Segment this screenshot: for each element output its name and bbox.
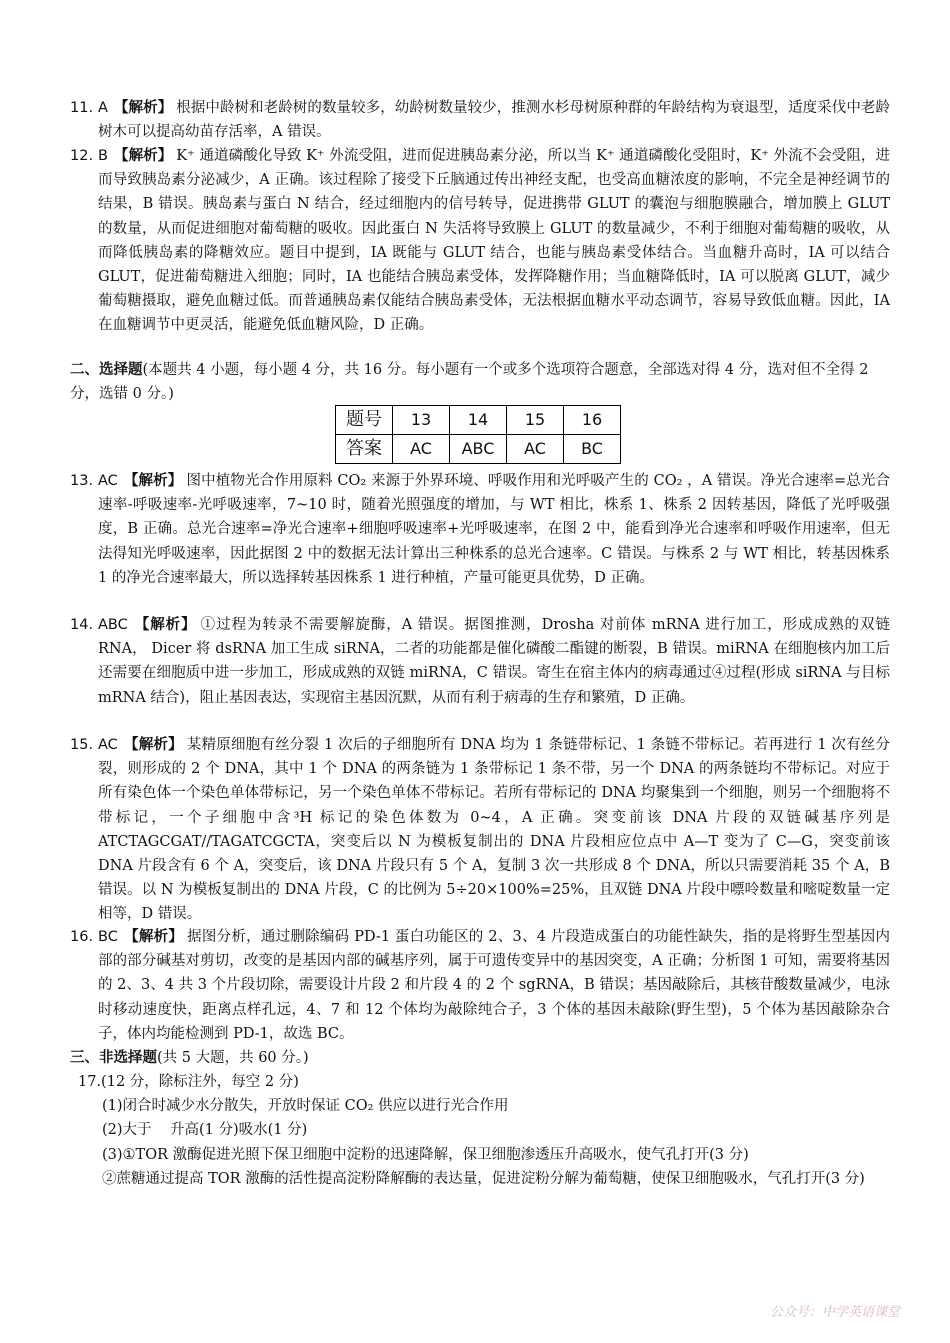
analysis-tag: 【解析】 [123, 736, 183, 753]
analysis-text: 根据中龄树和老龄树的数量较多，幼龄树数量较少，推测水杉母树原种群的年龄结构为衰退型，适度采伐中老龄树木可以提高幼苗存活率，A 错误。 [98, 100, 891, 141]
answer-table-row-numbers [336, 406, 621, 435]
analysis-text: K⁺ 通道磷酸化导致 K⁺ 外流受阻，进而促进胰岛素分泌，所以当 K⁺ 通道磷酸化受阻时，K⁺ 外流不会受阻，进而导致胰岛素分泌减少，A 正确。该过程除了接受下丘脑通过传出神经支配，也受高血糖浓度的影响，不完全是神经调节的结果，B 错误。胰岛素与蛋白 N 结合，经过细胞内的信号转导，促进携带 GLUT 的囊泡与细胞膜融合，增加膜上 GLUT 的数量，从而促进细胞对葡萄糖的吸收。因此蛋白 N 失活将导致膜上 GLUT 的数量减少，不利于细胞对葡萄糖的吸收，从而降低胰岛素的降糖效应。题目中提到，IA 既能与 GLUT 结合，也能与胰岛素受体结合。当血糖升高时，IA 可以结合 GLUT，促进葡萄糖进入细胞；同时，IA 也能结合胰岛素受体，发挥降糖作用；当血糖降低时，IA 可以脱离 GLUT，减少葡萄糖摄取，避免血糖过低。而普通胰岛素仅能结合胰岛素受体，无法根据血糖水平动态调节，容易导致低血糖。因此，IA 在血糖调节中更灵活，能避免低血糖风险，D 正确。 [98, 148, 890, 334]
section-two [70, 358, 890, 406]
section-description: (本题共 4 小题，每小题 4 分，共 16 分。每小题有一个或多个选项符合题意，全部选对得 4 分，选对但不全得 2 分，选错 0 分。) [70, 362, 869, 403]
question-17 [78, 1070, 888, 1191]
question-11 [70, 96, 890, 144]
question-15 [70, 733, 890, 927]
question-number: 15. [70, 737, 94, 753]
answer-letter: AC [98, 737, 118, 753]
analysis-text: 据图分析，通过删除编码 PD-1 蛋白功能区的 2、3、4 片段造成蛋白的功能性缺失，指的是将野生型基因内部的部分碱基对剪切，改变的是基因内部的碱基序列，属于可遗传变异中的基因突变，A 正确；分析图 1 可知，需要将基因的 2、3、4 共 3 个片段切除，需要设计片段 2 和片段 4 的 2 个 sgRNA，B 错误；基因敲除后，其核苷酸数量减少，电泳时移动速度快，距离点样孔远，4、7 和 12 个体均为敲除纯合子，3 个体的基因未敲除(野生型)，5 个体为基因敲除杂合子，体内均能检测到 PD-1，故选 BC。 [98, 929, 890, 1042]
section-description: (共 5 大题，共 60 分。) [157, 1050, 309, 1066]
analysis-tag: 【解析】 [123, 928, 184, 945]
section-heading: 二、选择题 [70, 361, 143, 378]
question-number: 13. [70, 473, 94, 489]
answer-letter: A [98, 100, 108, 116]
question-number: 12. [70, 148, 94, 164]
question-number: 11. [70, 100, 94, 116]
analysis-tag: 【解析】 [113, 99, 173, 116]
question-17-header: 17.(12 分，除标注外，每空 2 分) [78, 1074, 299, 1090]
answer-part-4: ②蔗糖通过提高 TOR 激酶的活性提高淀粉降解酶的表达量，促进淀粉分解为葡萄糖，使保卫细胞吸水，气孔打开(3 分) [102, 1170, 865, 1187]
question-number-cell: 16 [564, 406, 621, 435]
analysis-text: ①过程为转录不需要解旋酶，A 错误。据图推测，Drosha 对前体 mRNA 进行加工，形成成熟的双链 RNA， Dicer 将 dsRNA 加工生成 siRNA，二者的功能都是催化磷酸二酯键的断裂，B 错误。miRNA 在细胞核内加工后还需要在细胞质中进一步加工，形成成熟的双链 miRNA，C 错误。寄生在宿主体内的病毒通过④过程(形成 siRNA 与目标 mRNA 结合)，阻止基因表达，实现宿主基因沉默，从而有利于病毒的生存和繁殖，D 正确。 [98, 617, 891, 706]
analysis-text: 图中植物光合作用原料 CO₂ 来源于外界环境、呼吸作用和光呼吸产生的 CO₂ ，A 错误。净光合速率=总光合速率-呼吸速率-光呼吸速率，7~10 时，随着光照强度的增加，与 WT 相比，株系 1、株系 2 因转基因，降低了光呼吸强度，B 正确。总光合速率=净光合速率+细胞呼吸速率+光呼吸速率，在图 2 中，能看到净光合速率和呼吸作用速率，但无法得知光呼吸速率，因此据图 2 中的数据无法计算出三种株系的总光合速率。C 错误。与株系 2 与 WT 相比，转基因株系 1 的净光合速率最大，所以选择转基因株系 1 进行种植，产量可能更具优势，D 正确。 [98, 473, 890, 586]
answer-cell: ABC [450, 435, 507, 464]
watermark: 公众号：中学英语课堂 [769, 1304, 900, 1320]
section-three [70, 1046, 890, 1070]
question-number-cell: 14 [450, 406, 507, 435]
question-number-cell: 13 [393, 406, 450, 435]
answer-table-row-answers [336, 435, 621, 464]
question-13 [70, 469, 890, 590]
answer-cell: AC [507, 435, 564, 464]
answer-cell: BC [564, 435, 621, 464]
answer-table [335, 405, 621, 464]
answer-letter: ABC [98, 617, 128, 633]
question-14 [70, 613, 890, 710]
answer-part-3: (3)①TOR 激酶促进光照下保卫细胞中淀粉的迅速降解，保卫细胞渗透压升高吸水，使气孔打开(3 分) [102, 1146, 749, 1163]
question-12 [70, 144, 890, 338]
answer-letter: AC [98, 473, 118, 489]
question-number: 14. [70, 617, 94, 633]
answer-part-1: (1)闭合时减少水分散失，开放时保证 CO₂ 供应以进行光合作用 [102, 1098, 509, 1115]
answer-part-2: (2)大于 升高(1 分)吸水(1 分) [102, 1122, 308, 1139]
analysis-tag: 【解析】 [113, 147, 173, 164]
answer-cell: AC [393, 435, 450, 464]
answer-letter: B [98, 148, 108, 164]
section-heading: 三、非选择题 [70, 1049, 157, 1066]
analysis-tag: 【解析】 [123, 472, 183, 489]
answer-letter: BC [98, 929, 118, 945]
analysis-tag: 【解析】 [133, 616, 197, 633]
question-number-cell: 15 [507, 406, 564, 435]
question-number: 16. [70, 929, 94, 945]
row-label: 题号 [336, 406, 393, 435]
row-label: 答案 [336, 435, 393, 464]
question-16 [70, 925, 890, 1046]
analysis-text: 某精原细胞有丝分裂 1 次后的子细胞所有 DNA 均为 1 条链带标记、1 条链不带标记。若再进行 1 次有丝分裂，则形成的 2 个 DNA，其中 1 个 DNA 的两条链为 1 条带标记 1 条不带，另一个 DNA 的两条链均不带标记。对应于所有染色体一个染色单体带标记，另一个染色单体不带标记。若所有带标记的 DNA 均聚集到一个细胞，则另一个细胞将不带标记，一个子细胞中含³H 标记的染色体数为 0~4，A 正确。突变前该 DNA 片段的双链碱基序列是 ATCTAGCGAT//TAGATCGCTA，突变后以 N 为模板复制出的 DNA 片段相应位点中 A—T 变为了 C—G，突变前该 DNA 片段含有 6 个 A，突变后，该 DNA 片段只有 5 个 A，复制 3 次一共形成 8 个 DNA，所以只需要消耗 35 个 A，B 错误。以 N 为模板复制出的 DNA 片段，C 的比例为 5÷20×100%=25%，且双链 DNA 片段中嘌呤数量和嘧啶数量一定相等，D 错误。 [98, 737, 890, 923]
